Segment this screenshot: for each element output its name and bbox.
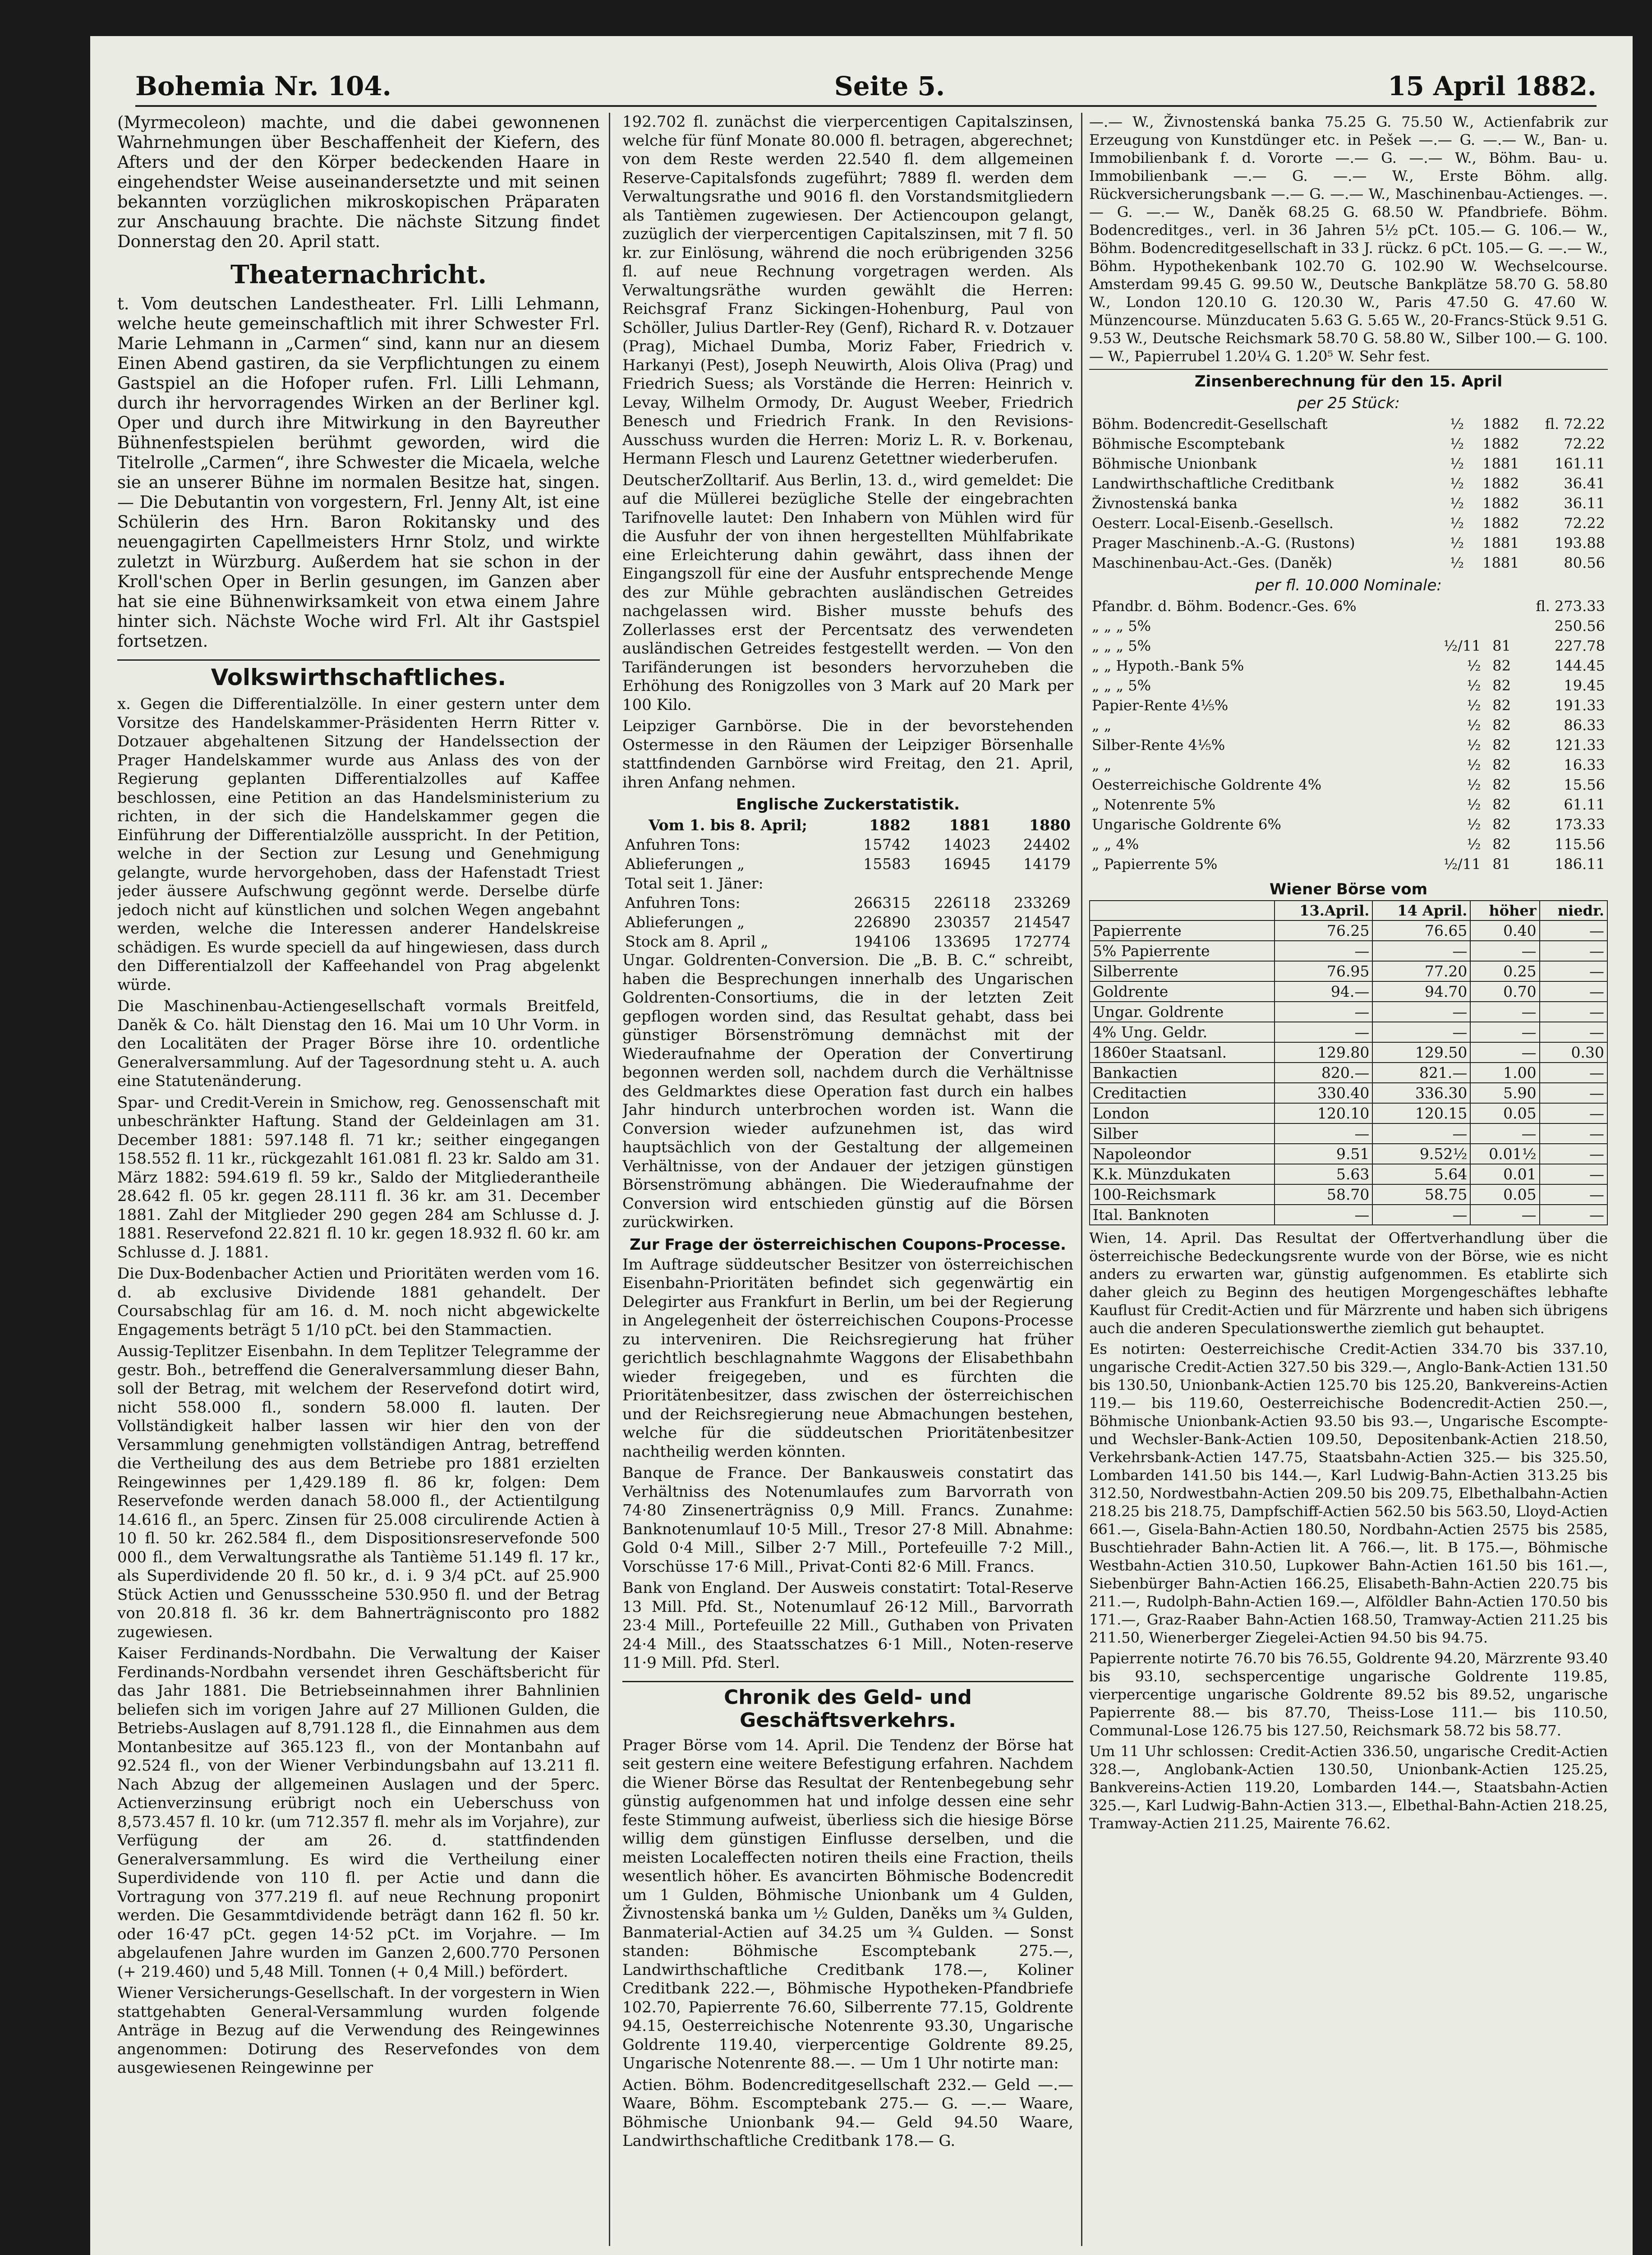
table-cell: —: [1275, 1022, 1372, 1042]
table-cell: 9.51: [1275, 1144, 1372, 1164]
table-row: [1090, 1002, 1607, 1022]
table-cell: 82: [1492, 836, 1511, 853]
economy-article: Banque de France. Der Bankausweis constatirt das Verhältniss des Notenumlaufes zum Barvorrath von 74·80 Zinsenerträgniss 0,9 Mill. Francs. Zunahme: Banknotenumlauf 10·5 Mill., Tresor 27·8 Mill. Abnahme: Gold 0·4 Mill., Silber 2·7 Mill., Portefeuille 7·2 Mill., Vorschüsse 17·6 Mill., Privat-Conti 82·6 Mill. Francs.: [622, 1464, 1073, 1576]
table-cell: Ablieferungen „: [625, 855, 745, 873]
table-cell: Ungar. Goldrente: [1090, 1002, 1275, 1022]
sugar-statistics-title: Englische Zuckerstatistik.: [736, 796, 960, 814]
table-row: [1089, 755, 1608, 775]
vienna-exchange-title: Wiener Börse vom: [1269, 880, 1428, 898]
table-cell: Ital. Banknoten: [1090, 1205, 1275, 1225]
table-row: [1089, 834, 1608, 854]
table-cell: Ablieferungen „: [625, 913, 745, 931]
column-2: [622, 113, 1073, 2154]
table-cell: Total seit 1. Jäner:: [625, 874, 764, 892]
table-cell: ½: [1450, 415, 1464, 433]
table-cell: 58.75: [1372, 1184, 1470, 1205]
table-cell: Bankactien: [1090, 1063, 1275, 1083]
table-cell: 226890: [854, 913, 911, 931]
table-cell: 72.22: [1564, 515, 1605, 532]
table-cell: ½: [1467, 776, 1481, 793]
table-cell: Böhmische Escomptebank: [1092, 435, 1285, 452]
table-cell: „ Papierrente 5%: [1092, 856, 1218, 873]
table-cell: 1882: [1482, 415, 1519, 433]
economy-article: Aussig-Teplitzer Eisenbahn. In dem Teplitzer Telegramme der gestr. Boh., betreffend die Generalversammlung dieser Bahn, soll der Betrag, mit welchem der Reservefond dotirt wird, nicht 558.000 fl., sondern 58.000 fl. lauten. Der Vollständigkeit halber lassen wir hier den von der Versammlung genehmigten vollständigen Antrag, betreffend die Vertheilung des aus dem Betriebe pro 1881 erzielten Reingewinnes per 1,429.189 fl. 86 kr, folgen: Dem Reservefonde werden danach 58.000 fl., der Actientilgung 14.616 fl., an 5perc. Zinsen für 25.008 circulirende Actien à 10 fl. 50 kr. 262.584 fl., dem Dispositionsreservefonde 500 000 fl., dem Verwaltungsrathe als Tantième 51.149 fl. 17 kr., als Superdividende 20 fl. 50 kr., d. i. 9 3/4 pCt. auf 25.900 Stück Actien und Genussscheine 530.950 fl. und der Betrag von 20.818 fl. 36 kr. dem Bahnerträgnisconto pro 1882 zugewiesen.: [117, 1342, 600, 1641]
table-cell: 72.22: [1564, 435, 1605, 452]
table-cell: 1881: [1482, 534, 1519, 552]
interest-table: [1089, 414, 1608, 573]
table-cell: 94.70: [1372, 981, 1470, 1002]
table-cell: —: [1540, 1123, 1607, 1144]
table-cell: 336.30: [1372, 1083, 1470, 1103]
table-cell: 1881: [949, 816, 991, 834]
column-3: [1089, 113, 1608, 1835]
table-cell: 193.88: [1555, 534, 1605, 552]
table-row: [1090, 1063, 1607, 1083]
table-cell: 233269: [1014, 894, 1071, 911]
table-cell: 9.52½: [1372, 1144, 1470, 1164]
table-row: [622, 835, 1073, 854]
table-row: [1089, 493, 1608, 513]
table-row: [1090, 961, 1607, 981]
table-cell: 76.25: [1275, 920, 1372, 941]
table-cell: Papierrente: [1090, 920, 1275, 941]
interest-table-2: [1089, 596, 1608, 874]
table-cell: —: [1540, 1063, 1607, 1083]
header-title: Bohemia Nr. 104.: [135, 71, 391, 101]
table-row: [1089, 636, 1608, 656]
table-cell: 14 April.: [1372, 901, 1470, 920]
table-cell: 172774: [1014, 933, 1071, 950]
header-page-number: Seite 5.: [834, 71, 945, 101]
table-cell: ½: [1467, 697, 1481, 714]
economy-article: Die Maschinenbau-Actiengesellschaft vormals Breitfeld, Daněk & Co. hält Dienstag den 16. Mai um 10 Uhr Vorm. in den Localitäten der Prager Börse ihre 10. ordentliche Generalversammlung. Auf der Tagesordnung steht u. A. auch eine Statutenänderung.: [117, 997, 600, 1090]
table-cell: ½: [1450, 515, 1464, 532]
table-cell: —: [1275, 1123, 1372, 1144]
economy-article: Kaiser Ferdinands-Nordbahn. Die Verwaltung der Kaiser Ferdinands-Nordbahn versendet ihren Geschäftsbericht für das Jahr 1881. Die Betriebseinnahmen ihrer Bahnlinien beliefen sich im vorigen Jahre auf 27 Millionen Gulden, die Betriebs-Auslagen auf 8,791.128 fl., die Einnahmen aus dem Montanbesitze auf 365.123 fl., von der Montanbahn auf 92.524 fl., von der Wiener Verbindungsbahn auf 13.211 fl. Nach Abzug der allgemeinen Auslagen und der 5perc. Actienverzinsung erübrigt noch ein Ueberschuss von 8,573.457 fl. 10 kr. (um 712.357 fl. mehr als im Vorjahre), zur Verfügung der am 26. d. stattfindenden Generalversammlung. Es wird die Vertheilung einer Superdividende von 110 fl. per Actie und dann die Vortragung von 377.219 fl. auf neue Rechnung proponirt werden. Die Gesammtdividende beträgt dann 162 fl. 50 kr. oder 16·47 pCt. gegen 14·52 pCt. im Vorjahre. — Im abgelaufenen Jahre wurden im Ganzen 2,600.770 Personen (+ 219.460) und 5,48 Mill. Tonnen (+ 0,4 Mill.) befördert.: [117, 1644, 600, 1981]
economy-article: DeutscherZolltarif. Aus Berlin, 13. d., wird gemeldet: Die auf die Müllerei bezügliche Stelle der eingebrachten Tarifnovelle lautet: Den Inhabern von Mühlen wird für die Ausfuhr der von ihnen hergestellten Mühlfabrikate eine Erleichterung dahin gewährt, dass ihnen der Eingangszoll für eine der Ausfuhr entsprechende Menge des zur Mühle gebrachten ausländischen Getreides nachgelassen wird. Bisher musste behufs des Zollerlasses erst der Percentsatz des verwendeten ausländischen Getreides festgestellt werden. — Von den Tarifänderungen ist besonders hervorzuheben die Erhöhung des Ronigzolles von 3 Mark auf 20 Mark per 100 Kilo.: [622, 471, 1073, 714]
table-cell: [913, 874, 993, 893]
table-cell: 0.40: [1470, 920, 1539, 941]
table-row: [622, 932, 1073, 951]
table-row: [1089, 553, 1608, 573]
table-cell: 161.11: [1555, 455, 1605, 472]
table-row: [1089, 596, 1608, 616]
table-row: [1089, 513, 1608, 533]
table-cell: 115.56: [1555, 836, 1605, 853]
table-row: [622, 854, 1073, 874]
economy-article: Leipziger Garnbörse. Die in der bevorstehenden Ostermesse in den Räumen der Leipziger Börsenhalle stattfindenden Garnbörse wird Freitag, den 21. April, ihren Anfang nehmen.: [622, 717, 1073, 792]
table-cell: —: [1372, 1123, 1470, 1144]
table-cell: 1882: [1482, 515, 1519, 532]
table-cell: —: [1372, 1205, 1470, 1225]
column-rule: [1081, 113, 1082, 2246]
table-cell: „ „ „ 5%: [1092, 617, 1151, 635]
table-cell: Oesterr. Local-Eisenb.-Gesellsch.: [1092, 515, 1334, 532]
table-row: [1089, 695, 1608, 715]
table-cell: 0.01: [1470, 1164, 1539, 1184]
table-cell: „ Notenrente 5%: [1092, 796, 1215, 813]
table-cell: ½: [1450, 495, 1464, 512]
table-cell: 1880: [1029, 816, 1071, 834]
table-row: [1090, 1205, 1607, 1225]
table-cell: 19.45: [1564, 677, 1605, 694]
table-cell: Böhm. Bodencredit-Gesellschaft: [1092, 415, 1328, 433]
table-cell: Anfuhren Tons:: [625, 894, 741, 911]
table-cell: —: [1540, 1205, 1607, 1225]
economy-article: Die Dux-Bodenbacher Actien und Prioritäten werden vom 16. d. ab exclusive Dividende 1881 gehandelt. Der Coursabschlag für am 16. d. M. noch nicht abgewickelte Engagements beträgt 5 1/10 pCt. bei den Stammactien.: [117, 1265, 600, 1339]
table-cell: Napoleondor: [1090, 1144, 1275, 1164]
section-heading-chronicle: Chronik des Geld- und Geschäftsverkehrs.: [622, 1681, 1073, 1732]
table-cell: fl. 72.22: [1545, 415, 1605, 433]
table-cell: 0.25: [1470, 961, 1539, 981]
table-cell: 5% Papierrente: [1090, 941, 1275, 961]
table-cell: Prager Maschinenb.-A.-G. (Rustons): [1092, 534, 1355, 552]
table-row: [1090, 1144, 1607, 1164]
table-cell: [833, 874, 913, 893]
table-cell: 82: [1492, 697, 1511, 714]
interest-table-subtitle-2: per fl. 10.000 Nominale:: [1255, 576, 1442, 594]
table-cell: —: [1540, 1103, 1607, 1123]
table-cell: ½: [1467, 717, 1481, 734]
table-cell: [1090, 901, 1275, 920]
table-cell: [1483, 596, 1514, 616]
table-cell: 80.56: [1564, 554, 1605, 571]
table-cell: London: [1090, 1103, 1275, 1123]
sugar-statistics-table: [622, 815, 1073, 951]
table-row: [1089, 775, 1608, 795]
table-row: [1090, 941, 1607, 961]
table-cell: „ „ „ 5%: [1092, 677, 1151, 694]
table-cell: ½/11: [1443, 856, 1481, 873]
table-row: [1089, 434, 1608, 454]
table-cell: —: [1275, 1002, 1372, 1022]
table-cell: ½: [1450, 475, 1464, 492]
table-row: [1089, 474, 1608, 493]
table-cell: 82: [1492, 736, 1511, 754]
table-cell: „ „ „ 5%: [1092, 637, 1151, 654]
stock-report: Prager Börse vom 14. April. Die Tendenz der Börse hat seit gestern eine weitere Befestigung erfahren. Nachdem die Wiener Börse das Resultat der Rentenbegebung sehr günstig aufgenommen hat und infolge dessen eine sehr feste Stimmung aufweist, überliess sich die hiesige Börse willig dem günstigen Einflusse derselben, und die meisten Localeffecten notiren theils eine Fraction, theils wesentlich höher. Es avancirten Böhmische Bodencredit um 1 Gulden, Böhmische Unionbank um 4 Gulden, Živnostenská banka um ½ Gulden, Daněks um ¾ Gulden, Banmaterial-Actien auf 34.25 um ¾ Gulden. — Sonst standen: Böhmische Escomptebank 275.—, Landwirthschaftliche Creditbank 178.—, Koliner Creditbank 222.—, Böhmische Hypotheken-Pfandbriefe 102.70, Papierrente 76.60, Silberrente 77.15, Goldrente 94.15, Oesterreichische Notenrente 93.30, Ungarische Goldrente 119.40, vierpercentige Goldrente 89.25, Ungarische Notenrente 88.—. — Um 1 Uhr notirte man:: [622, 1736, 1073, 2072]
table-row: [622, 893, 1073, 912]
table-cell: —: [1372, 1022, 1470, 1042]
table-cell: 120.10: [1275, 1103, 1372, 1123]
table-cell: Papier-Rente 4⅕%: [1092, 697, 1229, 714]
table-cell: 194106: [854, 933, 911, 950]
table-row: [1089, 656, 1608, 676]
economy-article: x. Gegen die Differentialzölle. In einer gestern unter dem Vorsitze des Handelskammer-Präsidenten Herrn Ritter v. Dotzauer abgehaltenen Sitzung der Handelssection der Prager Handelskammer wurde aus Anlass des von der Regierung geplanten Differentialzolles auf Kaffee beschlossen, eine Petition an das Handelsministerium zu richten, in der sich die Handelskammer gegen die Einführung der Differentialzölle ausspricht. In der Petition, welche in der Section zur Lesung und Genehmigung gelangte, wurde hervorgehoben, dass der Hafenstadt Triest jeder äussere Aufschwung gegönnt werde. Derselbe dürfe jedoch nicht auf künstlichen und solchen Wegen angebahnt werden, welche die Interessen anderer Handelskreise schädigen. Es wurde speciell da auf hingewiesen, dass durch den Differentialzoll der Kaffeehandel von Prag abgelenkt würde.: [117, 695, 600, 994]
table-cell: —: [1540, 1083, 1607, 1103]
table-cell: [1430, 596, 1483, 616]
table-cell: 86.33: [1564, 717, 1605, 734]
table-row: [1089, 815, 1608, 834]
table-cell: 1882: [1482, 435, 1519, 452]
table-cell: —: [1470, 1022, 1539, 1042]
table-cell: 94.—: [1275, 981, 1372, 1002]
vienna-exchange-table: [1089, 900, 1608, 1225]
table-cell: 82: [1492, 756, 1511, 773]
table-row: [1090, 1184, 1607, 1205]
table-row: [1089, 735, 1608, 755]
table-cell: —: [1372, 1002, 1470, 1022]
table-cell: Pfandbr. d. Böhm. Bodencr.-Ges. 6%: [1092, 598, 1357, 615]
table-cell: 36.41: [1564, 475, 1605, 492]
table-row: [1089, 854, 1608, 874]
table-cell: [1430, 616, 1483, 636]
stock-report: Um 11 Uhr schlossen: Credit-Actien 336.50, ungarische Credit-Actien 328.—, Anglobank-Actien 130.50, Unionbank-Actien 125.25, Bankvereins-Actien 119.20, Lombarden 144.—, Staatsbahn-Actien 325.—, Karl Ludwig-Bahn-Actien 313.—, Elbethal-Bahn-Actien 218.25, Tramway-Actien 211.25, Mairente 76.62.: [1089, 1743, 1608, 1832]
table-cell: 0.30: [1540, 1042, 1607, 1063]
column-rule: [609, 113, 610, 2246]
table-cell: ½/11: [1443, 637, 1481, 654]
coupon-process-heading: Zur Frage der österreichischen Coupons-Processe.: [630, 1235, 1066, 1254]
table-cell: Vom 1. bis 8. April;: [648, 816, 807, 834]
stock-report: Wien, 14. April. Das Resultat der Offertverhandlung über die österreichische Bedeckungsrente wurde von der Börse, wie es nicht anders zu erwarten war, günstig aufgenommen. Es etablirte sich daher gleich zu Beginn des heutigen Morgengeschäftes lebhafte Kauflust für Credit-Actien und für Märzrente und haben sich übrigens auch die anderen Speculationswerthe ziemlich gut behauptet.: [1089, 1229, 1608, 1337]
stock-report: —.— W., Živnostenská banka 75.25 G. 75.50 W., Actienfabrik zur Erzeugung von Kunstdünger etc. in Pešek —.— G. —.— W., Ban- u. Immobilienbank f. d. Vororte —.— G. —.— W., Böhm. Bau- u. Immobilienbank —.— G. —.— W., Erste Böhm. allg. Rückversicherungsbank —.— G. —.— W., Maschinenbau-Actienges. —.— G. —.— W., Daněk 68.25 G. 68.50 W. Pfandbriefe. Böhm. Bodencreditges., verl. in 36 Jahren 5½ pCt. 105.— G. 106.— W., Böhm. Bodencreditgesellschaft in 33 J. rückz. 6 pCt. 105.— G. —.— W., Böhm. Hypothekenbank 102.70 G. 102.90 W. Wechselcourse. Amsterdam 99.45 G. 99.50 W., Deutsche Bankplätze 58.70 G. 58.80 W., London 120.10 G. 120.30 W., Paris 47.50 G. 47.60 W. Münzencourse. Münzducaten 5.63 G. 5.65 W., 20-Francs-Stück 9.51 G. 9.53 W., Deutsche Reichsmark 58.70 G. 58.80 W., Silber 100.— G. 100.— W., Papierrubel 1.20¼ G. 1.20⁵ W. Sehr fest.: [1089, 113, 1608, 365]
economy-article: Im Auftrage süddeutscher Besitzer von österreichischen Eisenbahn-Prioritäten befindet sich gegenwärtig ein Delegirter aus Frankfurt in Berlin, um bei der Regierung in Angelegenheit der österreichischen Coupons-Processe zu interveniren. Die Reichsregierung hat früher gerichtlich beschlagnahmte Waggons der Elisabethbahn wieder freigegeben, und es fürchten die Prioritätenbesitzer, dass zwischen der österreichischen und der Reichsregierung neue Abmachungen bestehen, welche für die süddeutschen Prioritätenbesitzer nachtheilig werden könnten.: [622, 1255, 1073, 1461]
economy-article: Spar- und Credit-Verein in Smichow, reg. Genossenschaft mit unbeschränkter Haftung. Stand der Geldeinlagen am 31. December 1881: 597.148 fl. 71 kr.; seither eingegangen 158.552 fl. 11 kr., rückgezahlt 161.081 fl. 23 kr. Saldo am 31. März 1882: 594.619 fl. 59 kr., Saldo der Mitgliederantheile 28.642 fl. 05 kr. gegen 28.111 fl. 36 kr. am 31. December 1881. Zahl der Mitglieder 290 gegen 284 am Schlusse d. J. 1881. Reservefond 22.821 fl. 10 kr. gegen 18.932 fl. 60 kr. am Schlusse d. J. 1881.: [117, 1093, 600, 1261]
table-cell: „ „ Hypoth.-Bank 5%: [1092, 657, 1244, 674]
economy-article: Bank von England. Der Ausweis constatirt: Total-Reserve 13 Mill. Pfd. St., Notenumlauf 26·12 Mill., Barvorrath 23·4 Mill., Portefeuille 22 Mill., Guthaben von Privaten 24·4 Mill., des Staatsschatzes 6·1 Mill., Noten-reserve 11·9 Mill. Pfd. Sterl.: [622, 1579, 1073, 1672]
table-cell: ½: [1467, 677, 1481, 694]
table-cell: 77.20: [1372, 961, 1470, 981]
table-cell: höher: [1470, 901, 1539, 920]
stock-report: Papierrente notirte 76.70 bis 76.55, Goldrente 94.20, Märzrente 93.40 bis 93.10, sechspercentige ungarische Goldrente 119.85, vierpercentige ungarische Goldrente 89.52 bis 89.52, ungarische Papierrente 88.— bis 87.70, Theiss-Lose 111.— bis 110.50, Communal-Lose 126.75 bis 127.50, Reichsmark 58.72 bis 58.77.: [1089, 1650, 1608, 1739]
table-cell: 1.00: [1470, 1063, 1539, 1083]
table-cell: Ungarische Goldrente 6%: [1092, 816, 1281, 833]
table-row: [622, 912, 1073, 932]
table-row: [1090, 920, 1607, 941]
table-cell: ½: [1467, 756, 1481, 773]
table-cell: Maschinenbau-Act.-Ges. (Daněk): [1092, 554, 1332, 571]
table-row: [1089, 454, 1608, 474]
table-cell: Oesterreichische Goldrente 4%: [1092, 776, 1322, 793]
section-heading-theater: Theaternachricht.: [230, 260, 487, 290]
table-cell: —: [1470, 1205, 1539, 1225]
table-cell: —: [1540, 981, 1607, 1002]
table-cell: [1483, 616, 1514, 636]
table-cell: 186.11: [1555, 856, 1605, 873]
table-cell: 330.40: [1275, 1083, 1372, 1103]
table-row: [1090, 1083, 1607, 1103]
table-cell: ½: [1467, 816, 1481, 833]
table-cell: 36.11: [1564, 495, 1605, 512]
table-cell: 15742: [863, 836, 911, 853]
table-cell: ½: [1450, 534, 1464, 552]
table-row: [1090, 1123, 1607, 1144]
table-cell: Böhmische Unionbank: [1092, 455, 1257, 472]
table-cell: 5.90: [1470, 1083, 1539, 1103]
table-cell: 120.15: [1372, 1103, 1470, 1123]
table-cell: 129.50: [1372, 1042, 1470, 1063]
table-cell: —: [1540, 961, 1607, 981]
section-heading-economy: Volkswirthschaftliches.: [117, 659, 600, 690]
table-cell: 24402: [1023, 836, 1071, 853]
table-cell: 16945: [943, 855, 991, 873]
newspaper-page: [90, 36, 1633, 2255]
table-cell: 4% Ung. Geldr.: [1090, 1022, 1275, 1042]
table-cell: 1881: [1482, 554, 1519, 571]
table-cell: 82: [1492, 717, 1511, 734]
table-cell: 230357: [934, 913, 991, 931]
table-cell: —: [1470, 941, 1539, 961]
table-cell: Creditactien: [1090, 1083, 1275, 1103]
table-cell: Anfuhren Tons:: [625, 836, 741, 853]
table-cell: 100-Reichsmark: [1090, 1184, 1275, 1205]
page-header: [135, 52, 1597, 107]
table-cell: K.k. Münzdukaten: [1090, 1164, 1275, 1184]
table-cell: 214547: [1014, 913, 1071, 931]
table-cell: 15.56: [1564, 776, 1605, 793]
table-cell: ½: [1450, 435, 1464, 452]
table-cell: —: [1540, 1164, 1607, 1184]
table-cell: 0.01½: [1470, 1144, 1539, 1164]
table-cell: —: [1540, 941, 1607, 961]
table-cell: Živnostenská banka: [1092, 495, 1238, 512]
table-cell: 81: [1492, 637, 1511, 654]
table-cell: 82: [1492, 657, 1511, 674]
table-cell: 173.33: [1555, 816, 1605, 833]
table-cell: 5.63: [1275, 1164, 1372, 1184]
table-cell: 15583: [863, 855, 911, 873]
table-cell: —: [1275, 941, 1372, 961]
table-cell: 226118: [934, 894, 991, 911]
table-cell: Landwirthschaftliche Creditbank: [1092, 475, 1334, 492]
table-cell: 81: [1492, 856, 1511, 873]
column-1: [117, 113, 600, 2080]
table-cell: 227.78: [1555, 637, 1605, 654]
table-cell: niedr.: [1540, 901, 1607, 920]
table-cell: 191.33: [1555, 697, 1605, 714]
table-cell: 5.64: [1372, 1164, 1470, 1184]
table-cell: ½: [1467, 836, 1481, 853]
header-date: 15 April 1882.: [1388, 71, 1597, 101]
table-cell: 82: [1492, 677, 1511, 694]
table-row: [1089, 533, 1608, 553]
table-cell: 14179: [1023, 855, 1071, 873]
table-row: [1090, 1103, 1607, 1123]
table-cell: —: [1540, 1022, 1607, 1042]
table-cell: —: [1470, 1042, 1539, 1063]
table-cell: 82: [1492, 816, 1511, 833]
table-cell: 58.70: [1275, 1184, 1372, 1205]
table-cell: 266315: [854, 894, 911, 911]
table-cell: 0.05: [1470, 1103, 1539, 1123]
table-cell: 1882: [869, 816, 911, 834]
table-cell: Stock am 8. April „: [625, 933, 768, 950]
table-cell: 82: [1492, 776, 1511, 793]
table-cell: 1881: [1482, 455, 1519, 472]
interest-table-title: Zinsenberechnung für den 15. April: [1089, 369, 1608, 391]
table-cell: 1860er Staatsanl.: [1090, 1042, 1275, 1063]
table-cell: Silberrente: [1090, 961, 1275, 981]
table-cell: 61.11: [1564, 796, 1605, 813]
table-cell: 1882: [1482, 475, 1519, 492]
table-cell: fl. 273.33: [1536, 598, 1605, 615]
table-cell: 76.95: [1275, 961, 1372, 981]
table-cell: 821.—: [1372, 1063, 1470, 1083]
table-cell: 16.33: [1564, 756, 1605, 773]
table-cell: 133695: [934, 933, 991, 950]
table-cell: 250.56: [1555, 617, 1605, 635]
economy-article: Wiener Versicherungs-Gesellschaft. In der vorgestern in Wien stattgehabten General-Versammlung wurden folgende Anträge in Bezug auf die Verwendung des Reingewinnes angenommen: Dotirung des Reservefondes von dem ausgewiesenen Reingewinne per: [117, 1984, 600, 2077]
table-cell: 144.45: [1555, 657, 1605, 674]
table-cell: Silber-Rente 4⅕%: [1092, 736, 1225, 754]
table-cell: 820.—: [1275, 1063, 1372, 1083]
table-cell: 121.33: [1555, 736, 1605, 754]
table-cell: 76.65: [1372, 920, 1470, 941]
table-cell: —: [1470, 1002, 1539, 1022]
table-cell: —: [1372, 941, 1470, 961]
table-row: [1089, 795, 1608, 815]
table-cell: Goldrente: [1090, 981, 1275, 1002]
table-cell: 13.April.: [1275, 901, 1372, 920]
table-cell: „ „: [1092, 756, 1112, 773]
table-row: [1089, 616, 1608, 636]
table-row: [1090, 981, 1607, 1002]
table-cell: ½: [1467, 657, 1481, 674]
interest-table-subtitle: per 25 Stück:: [1297, 394, 1400, 412]
table-cell: 0.70: [1470, 981, 1539, 1002]
table-cell: ½: [1467, 736, 1481, 754]
table-row: [622, 874, 1073, 893]
table-cell: [994, 874, 1073, 893]
economy-article: Ungar. Goldrenten-Conversion. Die „B. B. C.“ schreibt, haben die Besprechungen innerhalb des Ungarischen Goldrenten-Consortiums, die in der letzten Zeit gepflogen worden sind, das Resultat gehabt, dass bei günstiger Börsenströmung demnächst mit der Wiederaufnahme der Operation der Convertirung begonnen werden soll, nachdem durch die Verhältnisse des Geldmarktes diese Operation fast durch ein halbes Jahr hindurch unterbrochen worden ist. Wann die Conversion wieder aufzunehmen ist, das wird hauptsächlich von der Gestaltung der allgemeinen Verhältnisse, von der Andauer der jetzigen günstigen Börsenströmung abhängen. Die Wiederaufnahme der Conversion wird entschieden günstig auf die Börsen zurückwirken.: [622, 951, 1073, 1231]
table-row: [1089, 414, 1608, 434]
table-cell: 14023: [943, 836, 991, 853]
table-cell: —: [1540, 1184, 1607, 1205]
table-cell: „ „ 4%: [1092, 836, 1139, 853]
table-row: [1090, 1164, 1607, 1184]
table-row: [1090, 1042, 1607, 1063]
table-cell: Silber: [1090, 1123, 1275, 1144]
table-cell: 1882: [1482, 495, 1519, 512]
table-cell: ½: [1450, 554, 1464, 571]
table-cell: „ „: [1092, 717, 1112, 734]
table-cell: 82: [1492, 796, 1511, 813]
table-cell: —: [1470, 1123, 1539, 1144]
table-cell: 0.05: [1470, 1184, 1539, 1205]
table-cell: —: [1540, 1002, 1607, 1022]
table-cell: —: [1275, 1205, 1372, 1225]
table-cell: ½: [1450, 455, 1464, 472]
table-row: [1089, 676, 1608, 695]
table-cell: —: [1540, 920, 1607, 941]
stock-report: Es notirten: Oesterreichische Credit-Actien 334.70 bis 337.10, ungarische Credit-Actien 327.50 bis 329.—, Anglo-Bank-Actien 131.50 bis 130.50, Unionbank-Actien 125.70 bis 125.20, Bankvereins-Actien 119.— bis 119.60, Oesterreichische Bodencredit-Actien 250.—, Böhmische Unionbank-Actien 93.50 bis 93.—, Ungarische Escompte- und Wechsler-Bank-Actien 109.50, Depositenbank-Actien 218.50, Verkehrsbank-Actien 147.75, Staatsbahn-Actien 325.— bis 325.50, Lombarden 141.50 bis 144.—, Karl Ludwig-Bahn-Actien 313.25 bis 312.50, Nordwestbahn-Actien 209.50 bis 209.75, Elbethalbahn-Actien 218.25 bis 218.75, Dampfschiff-Actien 562.50 bis 563.50, Lloyd-Actien 661.—, Gisela-Bahn-Actien 180.50, Nordbahn-Actien 2575 bis 2585, Buschtiehrader Bahn-Actien lit. A 766.—, lit. B 175.—, Böhmische Westbahn-Actien 310.50, Lupkower Bahn-Actien 161.50 bis 161.—, Siebenbürger Bahn-Actien 166.25, Elisabeth-Bahn-Actien 220.75 bis 211.—, Rudolph-Bahn-Actien 169.—, Alföldler Bahn-Actien 170.50 bis 171.—, Graz-Raaber Bahn-Actien 168.50, Tramway-Actien 211.25 bis 211.50, Wienerberger Ziegelei-Actien 94.50 bis 94.75.: [1089, 1340, 1608, 1646]
table-row: [1090, 1022, 1607, 1042]
economy-article: 192.702 fl. zunächst die vierpercentigen Capitalszinsen, welche für fünf Monate 80.000 fl. betragen, abgerechnet; von dem Reste werden 22.540 fl. dem allgemeinen Reserve-Capitalsfonds zugeführt; 7889 fl. werden dem Verwaltungsrathe und 9016 fl. den Vorstandsmitgliedern als Tantièmen zugewiesen. Der Actiencoupon gelangt, zuzüglich der vierpercentigen Capitalszinsen, mit 7 fl. 50 kr. zur Einlösung, während die noch erübrigenden 3256 fl. auf neue Rechnung vorgetragen werden. Als Verwaltungsräthe wurden gewählt die Herren: Reichsgraf Franz Sickingen-Hohenburg, Paul von Schöller, Julius Dartler-Rey (Genf), Richard R. v. Dotzauer (Prag), Michael Dumba, Moriz Faber, Friedrich v. Harkanyi (Pest), Joseph Neuwirth, Alois Oliva (Prag) und Friedrich Suess; als Vorstände die Herren: Heinrich v. Levay, Wilhelm Ormody, Dr. August Weeber, Friedrich Benesch und Friedrich Frank. In den Revisions-Ausschuss wurden die Herren: Moriz L. R. v. Borkenau, Hermann Flesch und Laurenz Getettner wiederberufen.: [622, 113, 1073, 468]
article-continuation: (Myrmecoleon) machte, und die dabei gewonnenen Wahrnehmungen über Beschaffenheit der Kiefern, des Afters und der den Körper bedeckenden Haare in eingehendster Weise auseinandersetzte und mit seinen bekannten vorzüglichen mikroskopischen Präparaten zur Anschauung brachte. Die nächste Sitzung findet Donnerstag den 20. April statt.: [117, 113, 600, 251]
theater-news: t. Vom deutschen Landestheater. Frl. Lilli Lehmann, welche heute gemeinschaftlich mit ihrer Schwester Frl. Marie Lehmann in „Carmen“ sind, kann nur an diesem Einen Abend gastiren, da sie Verpflichtungen zu einem Gastspiel an die Hofoper rufen. Frl. Lilli Lehmann, durch ihr hervorragendes Wirken an der Berliner kgl. Oper und durch ihre Mitwirkung in den Bayreuther Bühnenfestspielen berühmt geworden, wird die Titelrolle „Carmen“, ihre Schwester die Micaela, welche sie an unserer Bühne im normalen Besitze hat, singen. — Die Debutantin von vorgestern, Frl. Jenny Alt, ist eine Schülerin des Hrn. Baron Rokitansky und des neuengagirten Capellmeisters Hrnr Stolz, und wirkte zuletzt in Würzburg. Außerdem hat sie schon in der Kroll'schen Oper in Berlin gesungen, im Ganzen aber hat sie eine Bühnenwirksamkeit von etwa einem Jahre hinter sich. Nächste Woche wird Frl. Alt ihr Gastspiel fortsetzen.: [117, 294, 600, 651]
table-cell: —: [1540, 1144, 1607, 1164]
table-cell: ½: [1467, 796, 1481, 813]
table-row: [1089, 715, 1608, 735]
stock-report: Actien. Böhm. Bodencreditgesellschaft 232.— Geld —.— Waare, Böhm. Escomptebank 275.— G. —.— Waare, Böhmische Unionbank 94.— Geld 94.50 Waare, Landwirthschaftliche Creditbank 178.— G.: [622, 2076, 1073, 2150]
table-cell: 129.80: [1275, 1042, 1372, 1063]
